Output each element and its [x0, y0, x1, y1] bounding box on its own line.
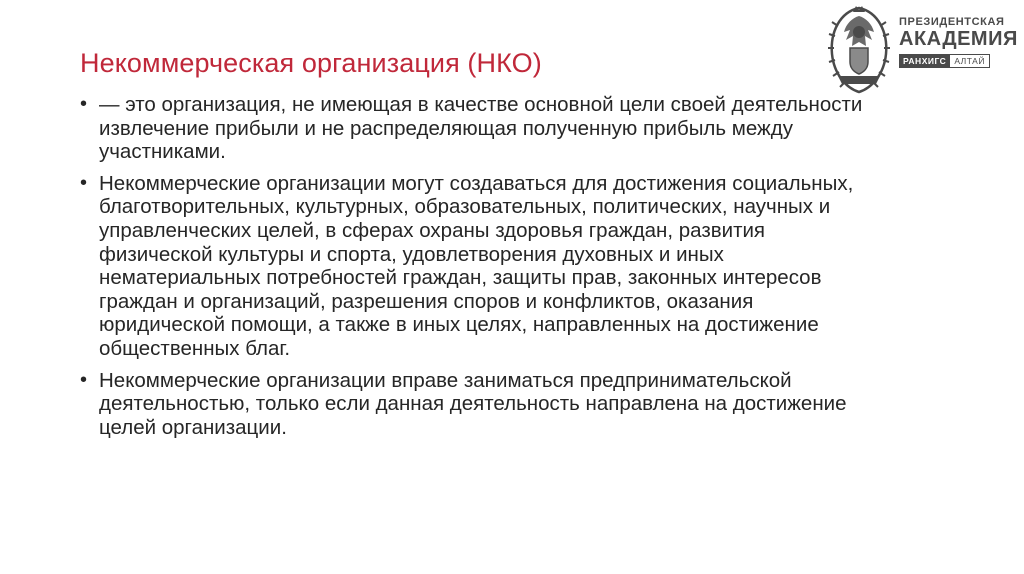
logo-line-presidential: ПРЕЗИДЕНТСКАЯ — [899, 16, 1005, 28]
bullet-text: Некоммерческие организации вправе заниматься предпринимательской деятельностью, только если данная деятельность направлена на достижение целей организации. — [99, 368, 847, 439]
logo-badge — [899, 54, 1015, 68]
bullet-list — [78, 93, 868, 447]
logo-text — [899, 16, 1019, 68]
bullet-item — [78, 369, 868, 440]
academy-emblem-icon — [826, 2, 892, 96]
academy-logo — [820, 2, 1020, 100]
bullet-item — [78, 93, 868, 164]
logo-badge-altai: АЛТАЙ — [950, 54, 990, 68]
bullet-dot-icon: • — [80, 171, 88, 194]
bullet-dot-icon: • — [80, 93, 88, 115]
slide-title: Некоммерческая организация (НКО) — [80, 48, 542, 78]
bullet-dot-icon: • — [80, 368, 88, 391]
logo-badge-ranepa: РАНХИГС — [899, 54, 950, 68]
bullet-text: Некоммерческие организации могут создаваться для достижения социальных, благотворительных, культурных, образовательных, политических, научных и управленческих целей, в сферах охраны здоровья граждан, развития физической культуры и спорта, удовлетворения духовных и иных нематериальных потребностей граждан, защиты прав, законных интересов граждан и организаций, разрешения споров и конфликтов, оказания юридической помощи, а также в иных целях, направленных на достижение общественных благ. — [99, 171, 854, 360]
bullet-text: — это организация, не имеющая в качестве основной цели своей деятельности извлечение прибыли и не распределяющая полученную прибыль между участниками. — [99, 93, 863, 164]
bullet-item — [78, 172, 868, 361]
logo-line-academy: АКАДЕМИЯ — [899, 28, 1018, 50]
